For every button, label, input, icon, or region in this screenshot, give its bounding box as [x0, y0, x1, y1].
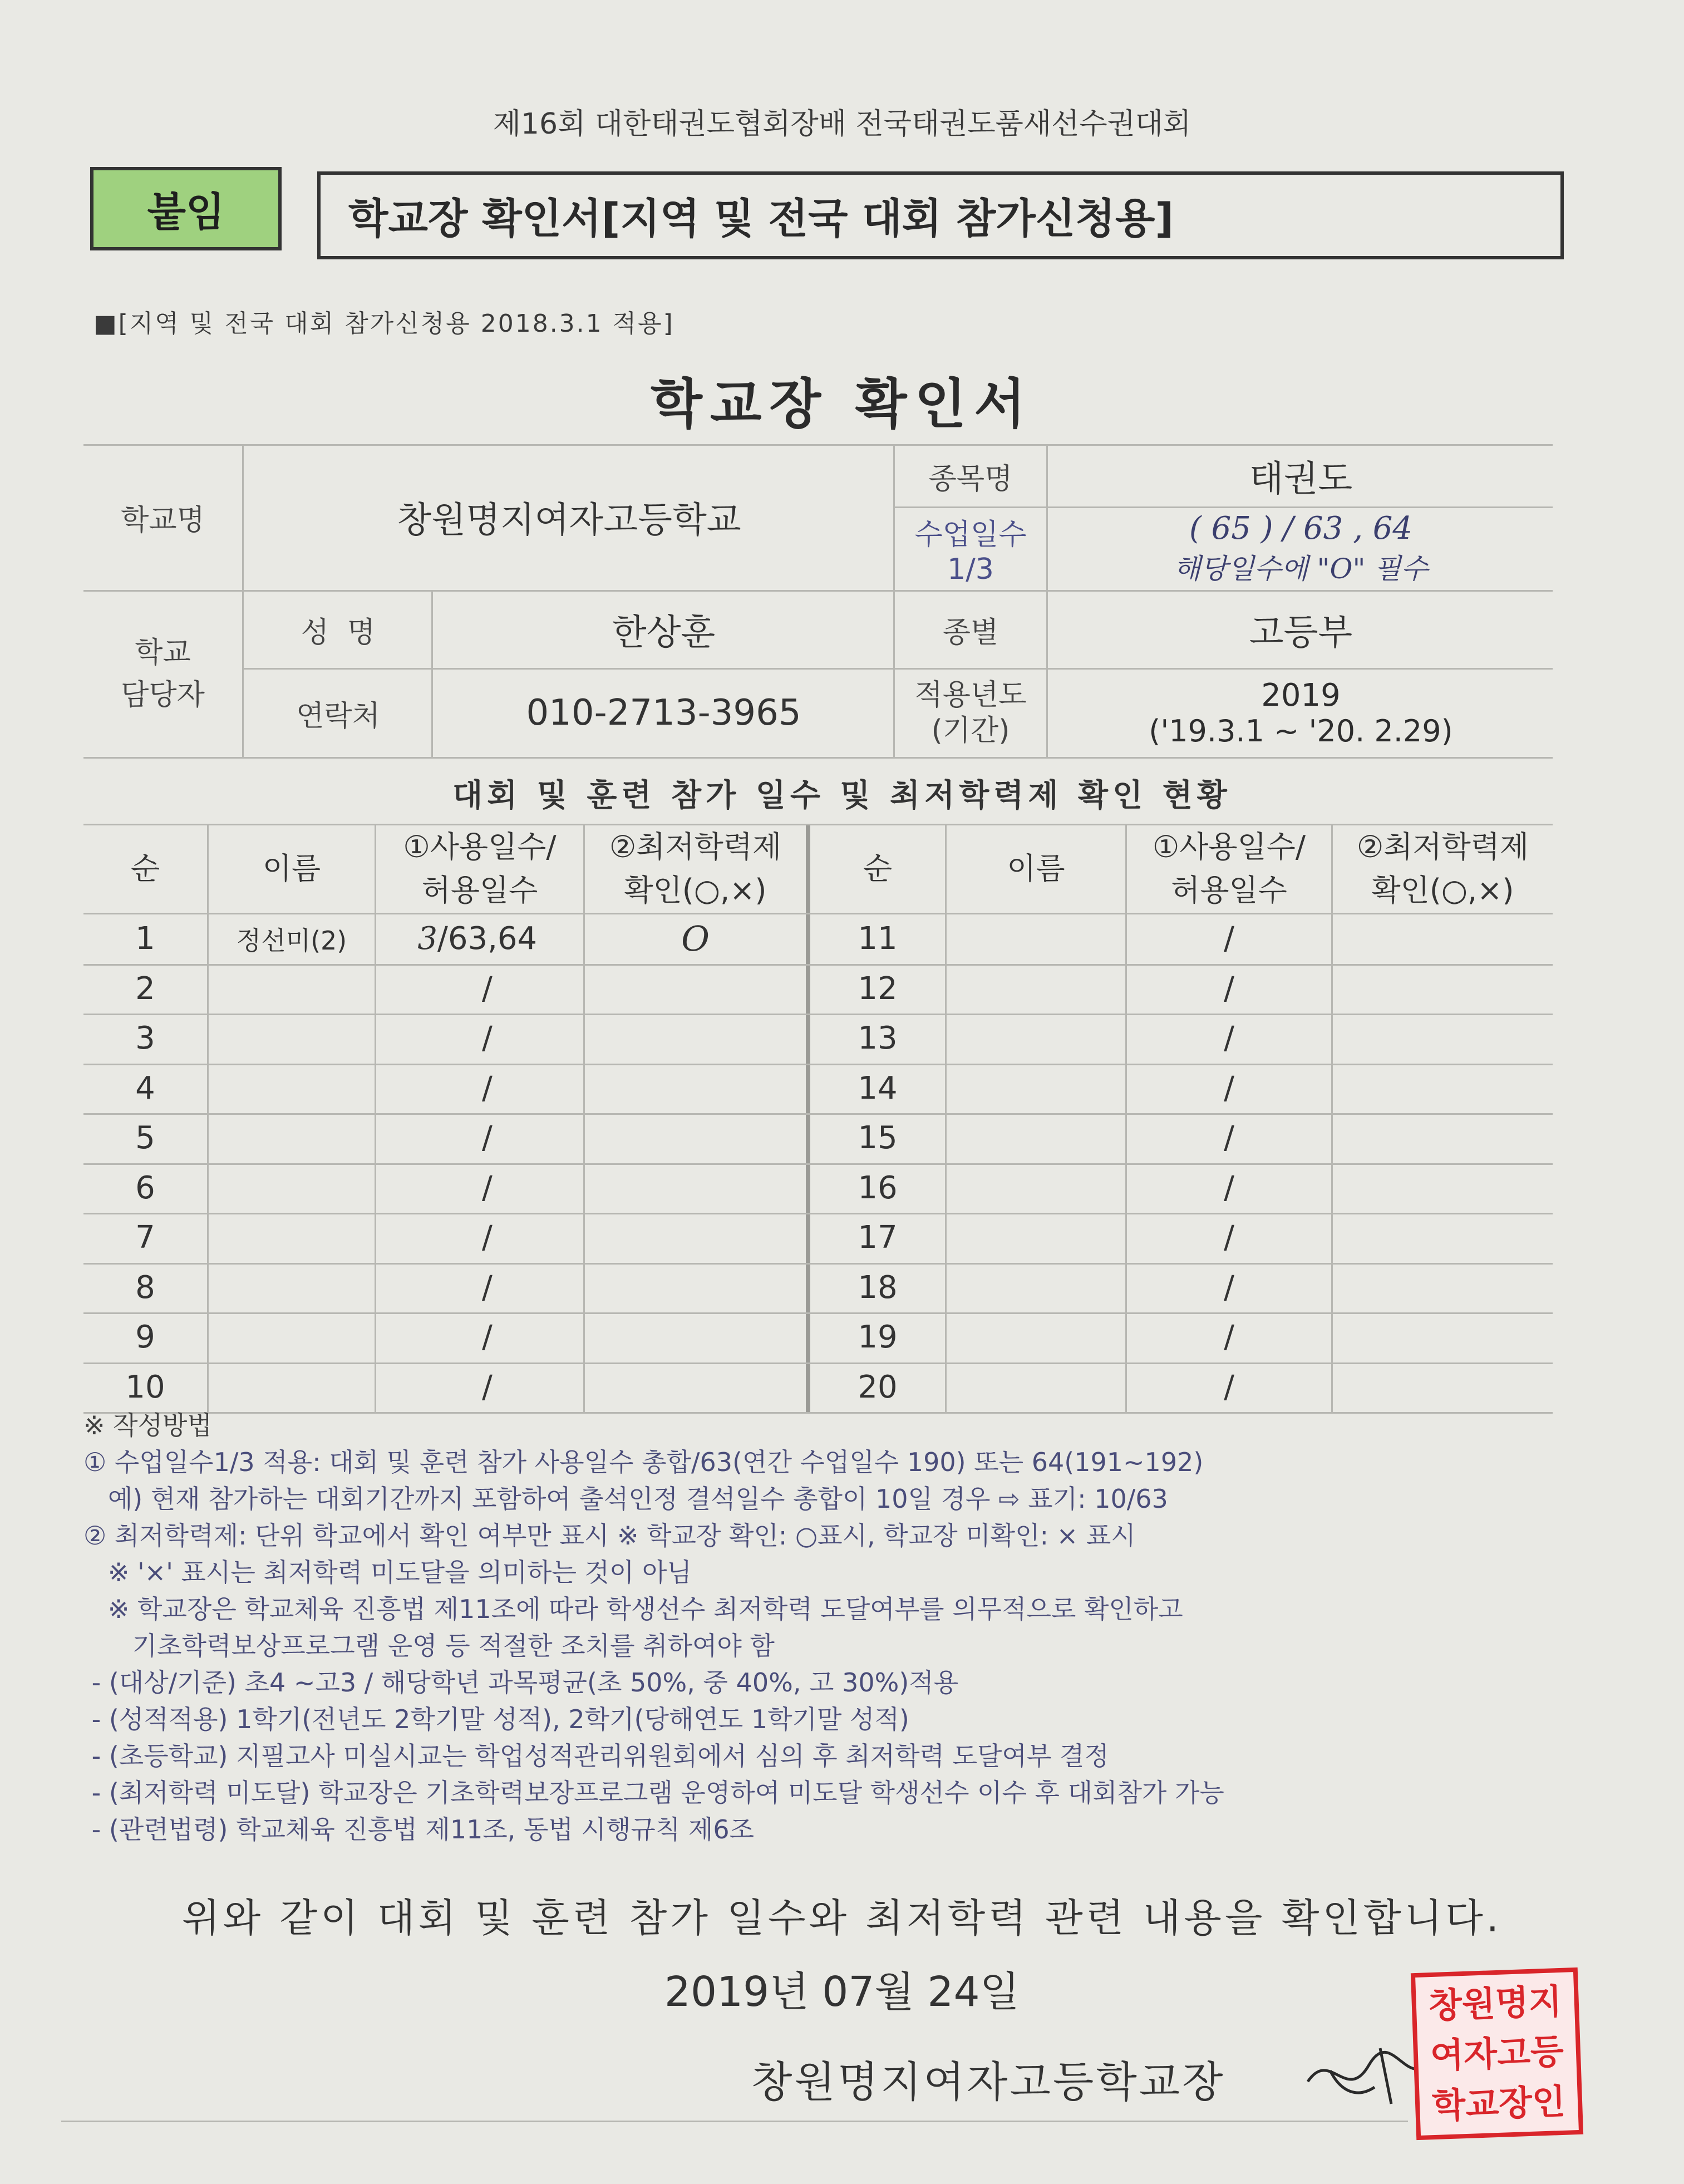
row-check: O — [681, 918, 710, 960]
row-number: 12 — [858, 970, 898, 1007]
manager-name-value: 한상훈 — [612, 612, 716, 653]
row-check — [585, 1362, 806, 1413]
form-note: ■[지역 및 전국 대회 참가신청용 2018.3.1 적용] — [93, 309, 674, 338]
row-number: 6 — [135, 1169, 155, 1206]
row-number: 9 — [135, 1319, 155, 1356]
instruction-line: - (대상/기준) 초4 ~고3 / 해당학년 과목평균(초 50%, 중 40%, 고 30%)적용 — [83, 1667, 959, 1698]
row-allowed-days: / — [1224, 1369, 1234, 1405]
row-allowed-days: / — [482, 1219, 493, 1256]
class-days-value: ( 65 ) / 63 , 64 — [1189, 510, 1412, 547]
row-used-days — [376, 1213, 437, 1263]
row-allowed-days: / — [1224, 1219, 1234, 1256]
row-allowed-days: / — [1224, 1020, 1234, 1057]
school-name-value: 창원명지여자고등학교 — [397, 500, 741, 541]
row-used-days — [376, 1263, 437, 1313]
row-used-days: 3 — [417, 921, 437, 957]
row-allowed-days: / — [1224, 921, 1234, 957]
row-name — [947, 1163, 1125, 1213]
contact-label: 연락처 — [296, 699, 380, 733]
row-allowed-days: / — [482, 1269, 493, 1306]
instructions — [83, 1407, 1619, 1848]
row-allowed-days: / — [1224, 1120, 1234, 1157]
section-title: 대회 및 훈련 참가 일수 및 최저학력제 확인 현황 — [452, 778, 1232, 814]
category-label: 종별 — [942, 616, 999, 650]
row-number: 3 — [135, 1020, 155, 1057]
row-check — [585, 1064, 806, 1114]
row-number: 15 — [858, 1120, 898, 1157]
row-check — [1333, 964, 1553, 1014]
row-name — [209, 1213, 375, 1263]
row-name: 정선미(2) — [236, 925, 347, 956]
row-used-days — [376, 1163, 437, 1213]
row-allowed-days: / — [482, 1169, 493, 1206]
instruction-line: 예) 현재 참가하는 대회기간까지 포함하여 출석인정 결석일수 총합이 10일 경우 ⇨ 표기: 10/63 — [83, 1484, 1168, 1514]
instruction-line: - (관련법령) 학교체육 진흥법 제11조, 동법 시행규칙 제6조 — [83, 1814, 755, 1844]
row-number: 14 — [858, 1070, 898, 1106]
row-allowed-days: / — [482, 1319, 493, 1356]
row-used-days — [376, 1362, 437, 1413]
year-value: 2019 — [1261, 677, 1341, 714]
row-number: 18 — [858, 1269, 898, 1306]
row-number: 4 — [135, 1070, 155, 1106]
row-check — [1333, 1163, 1553, 1213]
row-number: 19 — [858, 1319, 898, 1356]
row-name — [209, 964, 375, 1014]
official-seal — [1411, 1967, 1583, 2140]
row-check — [1333, 1113, 1553, 1163]
row-check — [585, 1113, 806, 1163]
row-check — [1333, 1213, 1553, 1263]
row-allowed-days: / — [482, 970, 493, 1007]
name-label: 성 명 — [301, 616, 376, 650]
row-allowed-days: / — [1224, 1169, 1234, 1206]
issue-date: 2019년 07월 24일 — [664, 1968, 1020, 2016]
row-number: 1 — [135, 921, 155, 957]
principal-title: 창원명지여자고등학교장 — [751, 2057, 1225, 2107]
row-name — [209, 1163, 375, 1213]
header-days-left: ①사용일수/ 허용일수 — [403, 829, 557, 908]
row-check — [585, 964, 806, 1014]
row-number: 16 — [858, 1169, 898, 1206]
row-check — [585, 1014, 806, 1064]
row-check — [1333, 1312, 1553, 1362]
row-number: 8 — [135, 1269, 155, 1306]
row-name — [947, 914, 1125, 964]
row-check — [1333, 1362, 1553, 1413]
instruction-line: - (초등학교) 지필고사 미실시교는 학업성적관리위원회에서 심의 후 최저학력 도달여부 결정 — [83, 1741, 1109, 1771]
event-name-value: 태권도 — [1249, 459, 1353, 500]
row-name — [947, 1213, 1125, 1263]
header-days-right: ①사용일수/ 허용일수 — [1152, 829, 1306, 908]
row-number: 10 — [125, 1369, 165, 1405]
row-allowed-days: / — [1224, 1070, 1234, 1106]
row-number: 20 — [858, 1369, 898, 1405]
header-check-right: ②최저학력제 확인(○,×) — [1356, 829, 1529, 908]
header-name-right: 이름 — [1007, 850, 1065, 886]
row-check — [1333, 1263, 1553, 1313]
form-heading: 학교장 확인서[지역 및 전국 대회 참가신청용] — [317, 171, 1564, 259]
manager-label: 학교 담당자 — [121, 636, 205, 712]
row-check — [585, 1312, 806, 1362]
row-number: 7 — [135, 1219, 155, 1256]
row-allowed-days: / — [482, 1020, 493, 1057]
category-value: 고등부 — [1249, 612, 1353, 653]
row-used-days — [376, 1113, 437, 1163]
instructions-title: ※ 작성방법 — [83, 1410, 212, 1440]
event-name-label: 종목명 — [928, 462, 1013, 496]
row-name — [209, 1263, 375, 1313]
instruction-line: ① 수업일수1/3 적용: 대회 및 훈련 참가 사용일수 총합/63(연간 수업일수 190) 또는 64(191~192) — [83, 1447, 1204, 1477]
instruction-line: - (성적적용) 1학기(전년도 2학기말 성적), 2학기(당해연도 1학기말 성적) — [83, 1704, 909, 1734]
document-title: 학교장 확인서 — [651, 373, 1033, 435]
row-check — [585, 1163, 806, 1213]
row-check — [585, 1263, 806, 1313]
row-number: 11 — [858, 921, 898, 957]
row-number: 5 — [135, 1120, 155, 1157]
row-name — [209, 1064, 375, 1114]
seal-text: 창원명지 여자고등 학교장인 — [1427, 1980, 1567, 2127]
header-name-left: 이름 — [262, 850, 321, 886]
class-days-ratio: 1/3 — [947, 552, 994, 586]
row-name — [947, 1064, 1125, 1114]
row-number: 13 — [858, 1020, 898, 1057]
row-number: 17 — [858, 1219, 898, 1256]
row-name — [947, 1312, 1125, 1362]
header-seq-left: 순 — [130, 850, 160, 886]
row-check — [1333, 914, 1553, 964]
row-name — [209, 1014, 375, 1064]
event-title: 제16회 대한태권도협회장배 전국태권도품새선수권대회 — [493, 107, 1191, 141]
row-allowed-days: /63,64 — [437, 921, 538, 957]
row-used-days — [376, 1064, 437, 1114]
row-name — [209, 1113, 375, 1163]
row-name — [947, 1362, 1125, 1413]
row-used-days — [376, 1312, 437, 1362]
instruction-line: - (최저학력 미도달) 학교장은 기초학력보장프로그램 운영하여 미도달 학생선수 이수 후 대회참가 가능 — [83, 1778, 1224, 1808]
row-name — [947, 1014, 1125, 1064]
instruction-line: ② 최저학력제: 단위 학교에서 확인 여부만 표시 ※ 학교장 확인: ○표시, 학교장 미확인: × 표시 — [83, 1521, 1136, 1551]
row-name — [209, 1312, 375, 1362]
row-name — [947, 1263, 1125, 1313]
row-allowed-days: / — [1224, 1269, 1234, 1306]
school-name-label: 학교명 — [121, 503, 205, 537]
year-period: ('19.3.1 ~ '20. 2.29) — [1149, 714, 1453, 749]
attachment-label: 붙임 — [90, 167, 282, 250]
row-name — [947, 964, 1125, 1014]
bottom-divider — [61, 2121, 1408, 2122]
row-check — [1333, 1064, 1553, 1114]
row-allowed-days: / — [482, 1120, 493, 1157]
row-number: 2 — [135, 970, 155, 1007]
class-days-note: 해당일수에 "O" 필수 — [1174, 552, 1428, 585]
row-used-days — [376, 1014, 437, 1064]
row-name — [209, 1362, 375, 1413]
row-allowed-days: / — [482, 1070, 493, 1106]
contact-value: 010-2713-3965 — [526, 692, 801, 734]
year-label: 적용년도 (기간) — [914, 678, 1027, 747]
row-allowed-days: / — [1224, 970, 1234, 1007]
confirmation-text: 위와 같이 대회 및 훈련 참가 일수와 최저학력 관련 내용을 확인합니다. — [181, 1895, 1503, 1941]
instruction-line: 기초학력보상프로그램 운영 등 적절한 조치를 취하여야 함 — [83, 1631, 775, 1661]
row-name — [947, 1113, 1125, 1163]
row-check — [1333, 1014, 1553, 1064]
row-used-days — [376, 964, 437, 1014]
row-check — [585, 1213, 806, 1263]
row-allowed-days: / — [482, 1369, 493, 1405]
header-check-left: ②최저학력제 확인(○,×) — [609, 829, 782, 908]
row-allowed-days: / — [1224, 1319, 1234, 1356]
class-days-label: 수업일수 — [914, 518, 1027, 552]
instruction-line: ※ 학교장은 학교체육 진흥법 제11조에 따라 학생선수 최저학력 도달여부를 의무적으로 확인하고 — [83, 1594, 1183, 1624]
instruction-line: ※ '×' 표시는 최저학력 미도달을 의미하는 것이 아님 — [83, 1557, 692, 1587]
header-seq-right: 순 — [863, 850, 893, 886]
